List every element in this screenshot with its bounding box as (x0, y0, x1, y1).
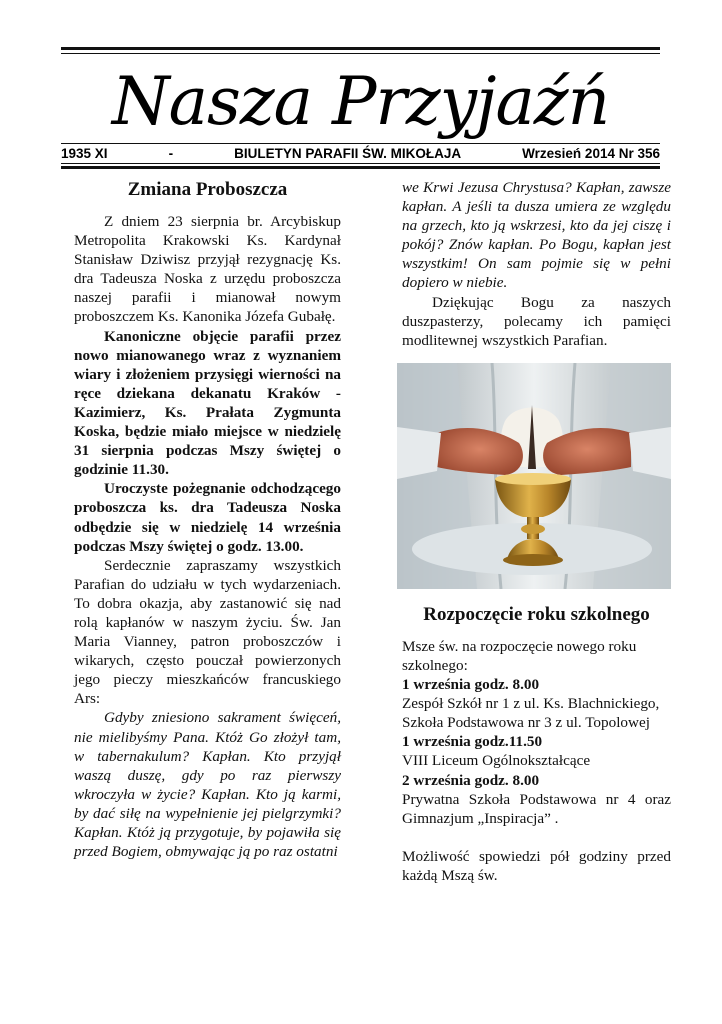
article-heading-pastor-change: Zmiana Proboszcza (127, 179, 288, 200)
vianney-quote: Gdyby zniesiono sakrament święceń, nie mielibyśmy Pana. Któż Go złożył tam, w tabernakulum? Kapłan. Kto przyjął waszą duszę, gdy po raz pierwszy wkroczyła w życie? Kapłan. Kto ją karmi, by dać siłę na wypełnienie jej pielgrzymki? Kapłan. Któż ją przygotuje, by pojawiła się przed Bogiem, obmywając ją po raz ostatni (74, 709, 341, 861)
mass-date-3: 2 września godz. 8.00 (402, 771, 540, 789)
school-mass-intro: Msze św. na rozpoczęcie nowego roku szkolnego: (402, 637, 637, 674)
top-rule-thick (61, 47, 660, 50)
school-3: VIII Liceum Ogólnokształcące (402, 752, 591, 770)
vianney-quote-continued: we Krwi Jezusa Chrystusa? Kapłan, zawsze kapłan. A jeśli ta dusza umiera ze względu na grzech, kto ją wskrzesi, kto da jej ciszę i pokój? Znów kapłan. Po Bogu, kapłan jest wszystkim! On sam pojmie się w pełni dopiero w niebie. (402, 179, 671, 292)
spacer (402, 828, 671, 847)
issue-date-number: Wrzesień 2014 Nr 356 (522, 146, 660, 161)
top-rule-thin (61, 53, 660, 54)
confession-note: Możliwość spowiedzi pół godziny przed każdą Mszą św. (402, 847, 671, 884)
school-4: Prywatna Szkoła Podstawowa nr 4 oraz Gimnazjum „Inspiracja” . (402, 790, 671, 827)
school-2: Szkoła Podstawowa nr 3 z ul. Topolowej (402, 714, 650, 732)
article-paragraph-bold: Kanoniczne objęcie parafii przez nowo mianowanego wraz z wyznaniem wiary i złożeniem przysięgi wierności na ręce dziekana dekanatu Kraków - Kazimierz, Ks. Prałata Zygmunta Koska, będzie miało miejsce w niedzielę 31 sierpnia podczas Mszy świętej o godzinie 11.30. (74, 327, 341, 479)
issue-separator: - (168, 146, 174, 161)
article-heading-school-year: Rozpoczęcie roku szkolnego (423, 603, 650, 625)
bulletin-name: BIULETYN PARAFII ŚW. MIKOŁAJA (234, 146, 462, 161)
issue-bar (61, 144, 660, 163)
article-closing-paragraph: Dziękując Bogu za naszych duszpasterzy, polecamy ich pamięci modlitewnej wszystkich Parafian. (402, 293, 671, 349)
mass-date-2: 1 września godz.11.50 (402, 733, 543, 751)
mass-date-1: 1 września godz. 8.00 (402, 676, 540, 694)
issue-bar-bottom-rule-thick (61, 166, 660, 169)
eucharist-photo (397, 363, 671, 589)
issue-volume: 1935 XI (61, 146, 108, 161)
issue-bar-bottom-rule (61, 163, 660, 164)
eucharist-photo-drawing (397, 363, 671, 589)
left-column (74, 178, 341, 861)
article-paragraph: Z dniem 23 sierpnia br. Arcybiskup Metropolita Krakowski Ks. Kardynał Stanisław Dziwisz przyjął rezygnację Ks. dra Tadeusza Noska z urzędu proboszcza naszej parafii i mianował nowym proboszczem Ks. Kanonika Józefa Gubałę. (74, 213, 341, 326)
article-paragraph-bold: Uroczyste pożegnanie odchodzącego proboszcza ks. dra Tadeusza Noska odbędzie się w niedzielę 14 września podczas Mszy świętej o godz. 13.00. (74, 480, 341, 555)
right-column (402, 178, 671, 885)
article-paragraph: Serdecznie zapraszamy wszystkich Parafian do udziału w tych wydarzeniach. To dobra okazja, aby zastanowić się nad rolą kapłanów w naszym życiu. Św. Jan Maria Vianney, patron proboszczów i wikarych, często pouczał powierzonych jego pieczy mieszkańców francuskiego Ars: (74, 556, 341, 708)
newsletter-title: Nasza Przyjaźń (111, 63, 610, 140)
school-1: Zespół Szkół nr 1 z ul. Ks. Blachnickiego, (402, 695, 660, 713)
